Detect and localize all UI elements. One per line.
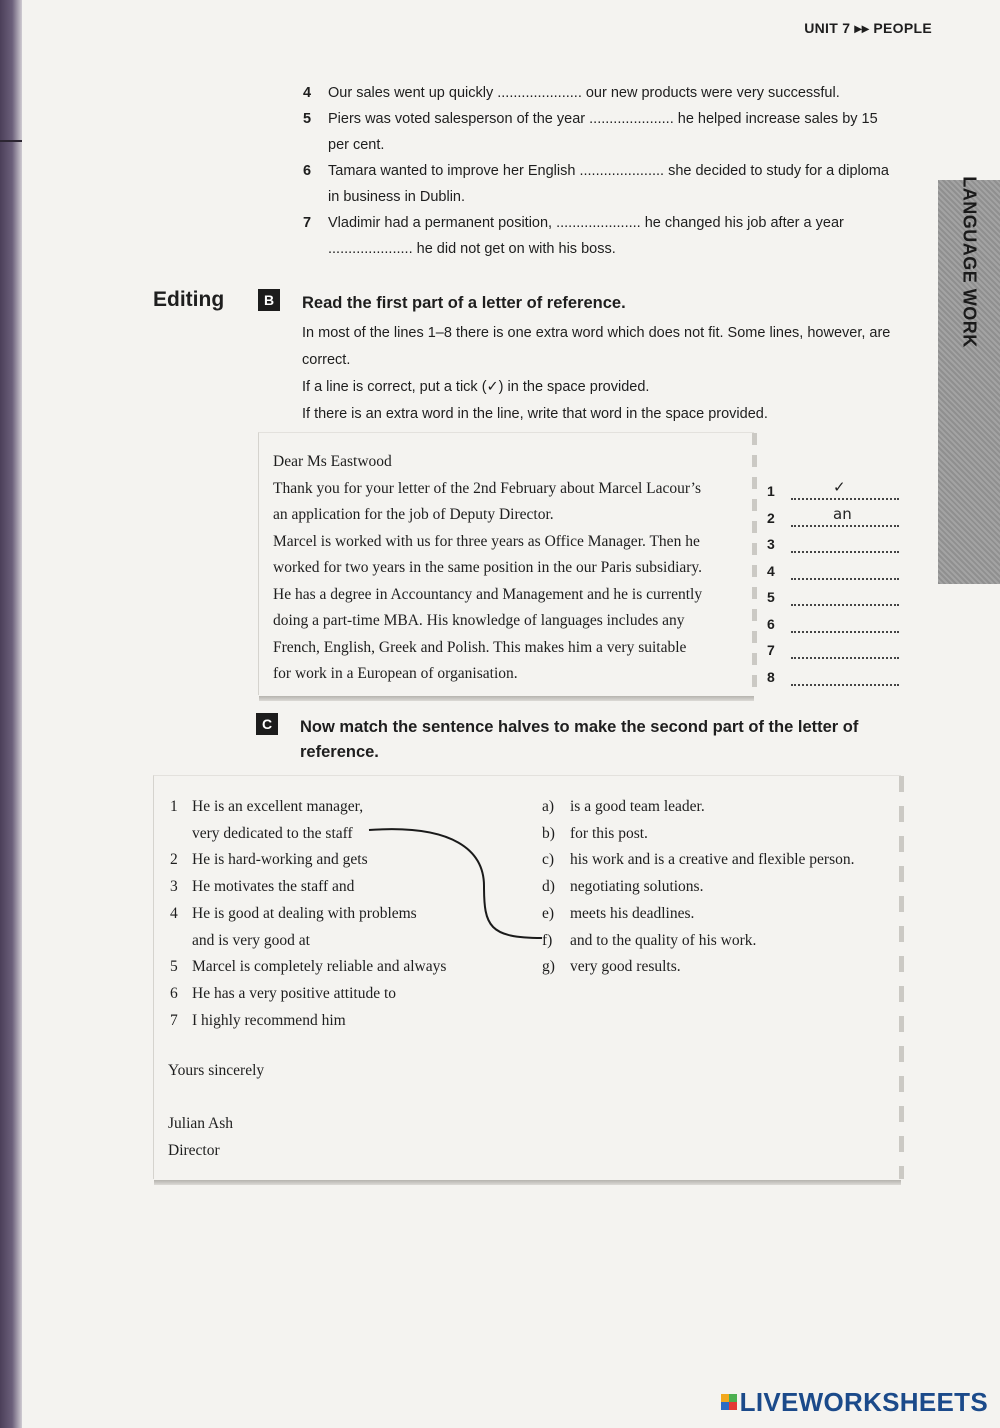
match-left-item[interactable] xyxy=(170,874,500,901)
liveworksheets-logo xyxy=(721,1388,988,1416)
answer-row xyxy=(767,639,902,666)
closing-line: Julian Ash xyxy=(168,1115,234,1132)
match-right-item[interactable] xyxy=(542,928,897,955)
section-label-editing: Editing xyxy=(153,288,225,311)
logo-square xyxy=(729,1402,737,1410)
match-right-item[interactable] xyxy=(542,874,897,901)
letter-part-two xyxy=(153,775,901,1179)
item-line: I highly recommend him xyxy=(192,1011,346,1029)
item-number: 4 xyxy=(303,85,312,101)
right-halves xyxy=(542,794,897,981)
logo-icon xyxy=(721,1394,737,1410)
item-line: He has a very positive attitude to xyxy=(192,984,397,1002)
item-number: 1 xyxy=(170,798,178,815)
item-line: Marcel is completely reliable and always xyxy=(192,958,447,976)
letter-line: He has a degree in Accountancy and Management and he is currently xyxy=(273,585,703,603)
list-item xyxy=(303,158,898,210)
answer-column xyxy=(767,480,902,692)
exercise-a-list xyxy=(303,80,898,262)
answer-number: 6 xyxy=(767,615,775,632)
section-b-instructions xyxy=(302,290,902,428)
item-number: 7 xyxy=(303,215,312,231)
item-letter: e) xyxy=(542,904,555,922)
section-b-heading: Read the first part of a letter of reference. xyxy=(302,294,626,312)
match-right-item[interactable] xyxy=(542,821,897,848)
logo-square xyxy=(721,1394,729,1402)
letter-line: an application for the job of Deputy Director. xyxy=(273,506,554,523)
page-spine xyxy=(0,0,22,1428)
item-text: negotiating solutions. xyxy=(570,878,704,896)
match-right-item[interactable] xyxy=(542,954,897,981)
item-text: Our sales went up quickly ..................... our new products were very successful. xyxy=(328,85,840,101)
list-item xyxy=(303,80,898,106)
letter-line: Dear Ms Eastwood xyxy=(273,453,392,470)
list-item xyxy=(303,106,898,158)
torn-edge xyxy=(899,776,904,1179)
match-left-item[interactable] xyxy=(170,1008,500,1035)
item-text: is a good team leader. xyxy=(570,798,705,815)
paper-shadow xyxy=(259,696,754,701)
item-line: He is hard-working and gets xyxy=(192,851,368,869)
match-left-item[interactable] xyxy=(170,794,500,847)
answer-blank[interactable] xyxy=(791,590,899,606)
letter-closing xyxy=(168,1058,264,1164)
closing-line: Yours sincerely xyxy=(168,1062,265,1079)
letter-part-one xyxy=(258,432,754,695)
logo-square xyxy=(729,1394,737,1402)
section-c-heading: Now match the sentence halves to make the second part of the letter of reference. xyxy=(300,718,859,761)
item-line: He is good at dealing with problems xyxy=(192,904,417,922)
side-tab-label: LANGUAGE WORK xyxy=(959,176,980,348)
letter-line: for work in a European of organisation. xyxy=(273,665,518,682)
item-letter: d) xyxy=(542,878,555,896)
answer-number: 3 xyxy=(767,536,775,552)
answer-value: ✓ xyxy=(833,478,846,496)
answer-blank[interactable] xyxy=(791,564,899,580)
answer-row xyxy=(767,586,902,613)
torn-edge xyxy=(752,433,757,695)
answer-value: an xyxy=(833,504,852,523)
answer-number: 2 xyxy=(767,509,775,526)
closing-line xyxy=(168,1085,264,1112)
item-number: 7 xyxy=(170,1011,178,1029)
answer-number: 1 xyxy=(767,483,775,499)
answer-row xyxy=(767,480,902,507)
answer-row xyxy=(767,560,902,587)
item-line: and is very good at xyxy=(192,931,310,949)
instruction-line: If there is an extra word in the line, write that word in the space provided. xyxy=(302,406,768,422)
letter-line: worked for two years in the same position in the our Paris subsidiary. xyxy=(273,559,703,576)
item-line: He is an excellent manager, xyxy=(192,798,364,815)
answer-row xyxy=(767,504,902,534)
answer-blank[interactable] xyxy=(791,643,899,659)
answer-number: 5 xyxy=(767,589,775,605)
answer-row xyxy=(767,613,902,640)
list-item xyxy=(303,210,898,262)
logo-square xyxy=(721,1402,729,1410)
logo-text: LIVEWORKSHEETS xyxy=(739,1386,988,1417)
item-text: meets his deadlines. xyxy=(570,904,695,922)
answer-blank[interactable] xyxy=(791,670,899,686)
letter-line: Marcel is worked with us for three years as Office Manager. Then he xyxy=(273,532,700,550)
paper-shadow xyxy=(154,1180,901,1185)
item-number: 4 xyxy=(170,904,178,922)
item-number: 6 xyxy=(170,984,178,1002)
badge-c: C xyxy=(256,713,278,735)
answer-number: 7 xyxy=(767,642,775,658)
letter-line: French, English, Greek and Polish. This makes him a very suitable xyxy=(273,638,687,656)
item-number: 5 xyxy=(170,958,178,976)
match-right-item[interactable] xyxy=(542,847,897,874)
side-tab xyxy=(938,176,1000,584)
match-left-item[interactable] xyxy=(170,954,500,981)
answer-number: 4 xyxy=(767,562,775,579)
item-letter: a) xyxy=(542,798,555,815)
item-text: for this post. xyxy=(570,824,648,842)
instruction-line: If a line is correct, put a tick (✓) in the space provided. xyxy=(302,379,650,395)
item-number: 3 xyxy=(170,878,178,896)
item-letter: c) xyxy=(542,851,555,869)
item-text: Tamara wanted to improve her English ..................... she decided to study for a diploma in business in Dublin. xyxy=(328,163,889,205)
instruction-line: In most of the lines 1–8 there is one extra word which does not fit. Some lines, however, are correct. xyxy=(302,325,891,368)
item-letter: f) xyxy=(542,931,553,949)
item-letter: b) xyxy=(542,824,555,842)
item-line: He motivates the staff and xyxy=(192,878,355,896)
match-left-item[interactable] xyxy=(170,981,500,1008)
item-number: 2 xyxy=(170,851,178,869)
match-left-item[interactable] xyxy=(170,901,500,954)
item-text: Piers was voted salesperson of the year ..................... he helped increase sales by 15 per cent. xyxy=(328,111,878,153)
answer-row xyxy=(767,533,902,560)
unit-header: UNIT 7 ▸▸ PEOPLE xyxy=(804,20,932,36)
letter-body xyxy=(273,449,702,688)
item-number: 5 xyxy=(303,111,312,127)
left-halves xyxy=(170,794,500,1034)
item-text: Vladimir had a permanent position, ..................... he changed his job after a year ..................... he did not get on with his boss. xyxy=(328,215,844,257)
spine-mark xyxy=(0,140,22,142)
item-line: very dedicated to the staff xyxy=(192,824,353,842)
answer-number: 8 xyxy=(767,668,775,685)
item-text: and to the quality of his work. xyxy=(570,931,757,949)
letter-line: doing a part-time MBA. His knowledge of languages includes any xyxy=(273,612,685,629)
match-right-item[interactable] xyxy=(542,794,897,821)
answer-blank[interactable] xyxy=(791,617,899,633)
item-text: his work and is a creative and flexible person. xyxy=(570,851,855,869)
closing-line: Director xyxy=(168,1141,220,1159)
match-right-item[interactable] xyxy=(542,901,897,928)
badge-b: B xyxy=(258,289,280,311)
answer-blank[interactable] xyxy=(791,537,899,553)
item-letter: g) xyxy=(542,958,555,976)
match-left-item[interactable] xyxy=(170,847,500,874)
item-number: 6 xyxy=(303,163,312,179)
letter-line: Thank you for your letter of the 2nd February about Marcel Lacour’s xyxy=(273,479,701,497)
item-text: very good results. xyxy=(570,958,681,976)
answer-row xyxy=(767,666,902,693)
